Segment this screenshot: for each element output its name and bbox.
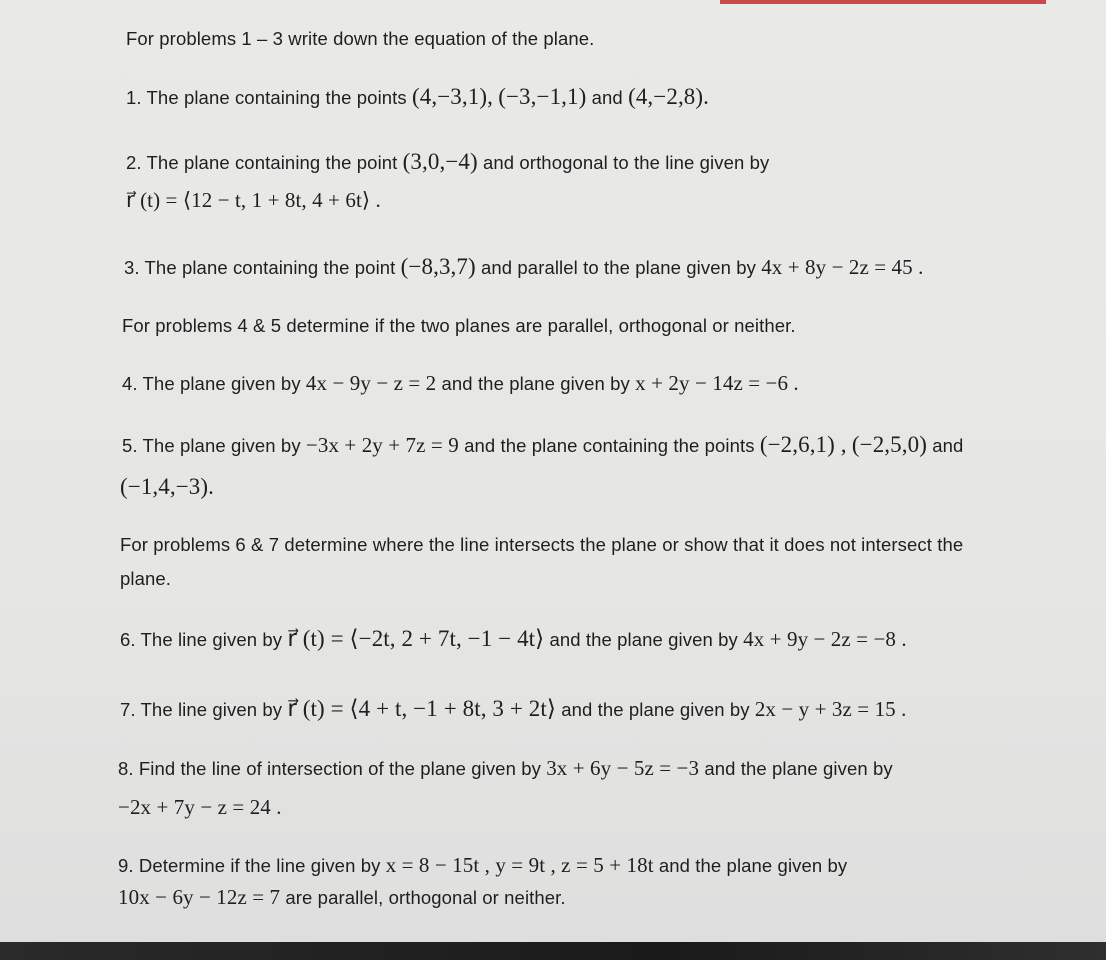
problem-1-and: and	[591, 87, 623, 108]
problem-8-plane-1: 3x + 6y − 5z = −3	[546, 756, 700, 780]
problem-3-point: (−8,3,7)	[400, 254, 476, 279]
problem-7-plane-equation: 2x − y + 3z = 15 .	[754, 697, 907, 721]
problem-8-text: 8. Find the line of intersection of the plane given by	[118, 758, 541, 779]
bottom-edge-strip	[0, 942, 1106, 960]
problem-9-rest: are parallel, orthogonal or neither.	[285, 887, 566, 908]
problem-3-rest: and parallel to the plane given by	[481, 257, 756, 278]
instructions-1-3: For problems 1 – 3 write down the equation of the plane.	[126, 28, 595, 49]
instructions-6-7-line1: For problems 6 & 7 determine where the line intersects the plane or show that it does not intersect the	[120, 534, 964, 555]
problem-4	[122, 371, 799, 396]
problem-7-mid: and the plane given by	[561, 699, 750, 720]
problem-3-text: 3. The plane containing the point	[124, 257, 396, 278]
problem-9-line2	[118, 885, 566, 910]
top-edge-strip	[720, 0, 1046, 4]
problem-8-plane-2: −2x + 7y − z = 24 .	[118, 795, 282, 819]
problem-1-point-c: (4,−2,8).	[628, 84, 710, 109]
problem-6-line-vector: r⃗ (t) = ⟨−2t, 2 + 7t, −1 − 4t⟩	[287, 626, 545, 651]
problem-7-line-vector: r⃗ (t) = ⟨4 + t, −1 + 8t, 3 + 2t⟩	[287, 696, 556, 721]
problem-9-text: 9. Determine if the line given by	[118, 855, 381, 876]
problem-5-and: and	[932, 435, 964, 456]
problem-5-text: 5. The plane given by	[122, 435, 301, 456]
problem-1	[126, 84, 709, 110]
problem-3	[124, 254, 923, 280]
instructions-6-7-line2: plane.	[120, 568, 172, 589]
problem-2-point: (3,0,−4)	[402, 149, 478, 174]
problem-5-point-b: (−2,5,0)	[851, 432, 927, 457]
problem-4-text: 4. The plane given by	[122, 373, 301, 394]
problem-8-mid: and the plane given by	[704, 758, 893, 779]
problem-9-mid: and the plane given by	[658, 855, 848, 876]
problem-5	[122, 432, 963, 458]
problem-2-text: 2. The plane containing the point	[126, 152, 398, 173]
problem-6-plane-equation: 4x + 9y − 2z = −8 .	[743, 627, 907, 651]
problem-2-rest: and orthogonal to the line given by	[483, 152, 770, 173]
problem-3-plane-equation: 4x + 8y − 2z = 45 .	[761, 255, 924, 279]
problem-4-plane-1: 4x − 9y − z = 2	[305, 371, 437, 395]
problem-4-plane-2: x + 2y − 14z = −6 .	[635, 371, 799, 395]
problem-9-line-equations: x = 8 − 15t , y = 9t , z = 5 + 18t	[385, 853, 654, 877]
problem-5-point-a: (−2,6,1) ,	[759, 432, 847, 457]
problem-5-plane: −3x + 2y + 7z = 9	[305, 433, 459, 457]
problem-7-text: 7. The line given by	[120, 699, 283, 720]
problem-8	[118, 756, 893, 781]
problem-5-mid: and the plane containing the points	[464, 435, 755, 456]
problem-1-point-b: (−3,−1,1)	[498, 84, 587, 109]
problem-7	[120, 696, 906, 722]
problem-1-point-a: (4,−3,1),	[412, 84, 493, 109]
problem-5-point-c: (−1,4,−3).	[120, 474, 215, 499]
problem-6-text: 6. The line given by	[120, 629, 283, 650]
instructions-4-5: For problems 4 & 5 determine if the two planes are parallel, orthogonal or neither.	[122, 315, 796, 336]
problem-1-text: 1. The plane containing the points	[126, 87, 407, 108]
problem-4-mid: and the plane given by	[441, 373, 630, 394]
problem-9	[118, 853, 847, 878]
problem-2-line-equation: r⃗ (t) = ⟨12 − t, 1 + 8t, 4 + 6t⟩ .	[126, 188, 381, 212]
problem-9-plane-equation: 10x − 6y − 12z = 7	[118, 885, 281, 909]
problem-6-mid: and the plane given by	[549, 629, 738, 650]
problem-2	[126, 149, 769, 175]
problem-6	[120, 626, 907, 652]
